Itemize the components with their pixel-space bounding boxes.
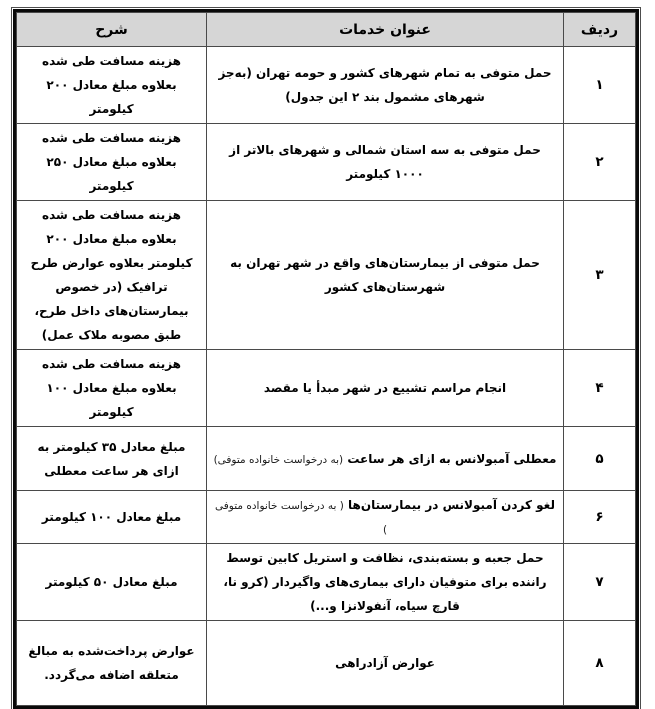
service-text: حمل متوفی از بیمارستان‌های واقع در شهر تهران به شهرستان‌های کشور xyxy=(230,256,540,294)
service-cell xyxy=(207,350,564,427)
table-row xyxy=(17,427,636,491)
header-service-title: عنوان خدمات xyxy=(207,13,564,47)
service-cell xyxy=(207,124,564,201)
row-number-cell: ۲ xyxy=(564,124,636,201)
row-number-cell: ۳ xyxy=(564,201,636,350)
table-row xyxy=(17,544,636,621)
service-text: لغو کردن آمبولانس در بیمارستان‌ها xyxy=(348,498,555,512)
row-number-cell: ۷ xyxy=(564,544,636,621)
description-cell: هزینه مسافت طی شده بعلاوه مبلغ معادل ۲۵۰ کیلومتر xyxy=(17,124,207,201)
table-row xyxy=(17,47,636,124)
service-note-text: ( به درخواست خانواده متوفی ) xyxy=(215,500,388,536)
description-cell: هزینه مسافت طی شده بعلاوه مبلغ معادل ۲۰۰ کیلومتر بعلاوه عوارض طرح ترافیک (در خصوص بیمارستان‌های داخل طرح، طبق مصوبه ملاک عمل) xyxy=(17,201,207,350)
table-row xyxy=(17,201,636,350)
service-cell xyxy=(207,544,564,621)
header-description: شرح xyxy=(17,13,207,47)
description-cell: مبلغ معادل ۵۰ کیلومتر xyxy=(17,544,207,621)
description-cell: مبلغ معادل ۱۰۰ کیلومتر xyxy=(17,491,207,544)
service-text: عوارض آزادراهی xyxy=(335,656,435,670)
service-text: حمل جعبه و بسته‌بندی، نظافت و استریل کابین توسط راننده برای متوفیان دارای بیماری‌های واگیردار (کرو نا، قارچ سیاه، آنفولانزا و...) xyxy=(223,551,547,613)
service-cell xyxy=(207,621,564,706)
service-cell xyxy=(207,491,564,544)
row-number-cell: ۶ xyxy=(564,491,636,544)
row-number-cell: ۵ xyxy=(564,427,636,491)
service-cell xyxy=(207,47,564,124)
description-cell: مبلغ معادل ۳۵ کیلومتر به ازای هر ساعت معطلی xyxy=(17,427,207,491)
services-fee-table xyxy=(16,12,636,706)
header-row-number: ردیف xyxy=(564,13,636,47)
description-cell: هزینه مسافت طی شده بعلاوه مبلغ معادل ۲۰۰ کیلومتر xyxy=(17,47,207,124)
service-text: حمل متوفی به سه استان شمالی و شهرهای بالاتر از ۱۰۰۰ کیلومتر xyxy=(229,143,541,181)
table-row xyxy=(17,350,636,427)
service-cell xyxy=(207,201,564,350)
service-text: انجام مراسم تشییع در شهر مبدأ یا مقصد xyxy=(263,381,507,395)
row-number-cell: ۴ xyxy=(564,350,636,427)
service-cell xyxy=(207,427,564,491)
services-fee-table-container xyxy=(13,9,639,709)
service-text: حمل متوفی به تمام شهرهای کشور و حومه تهران (به‌جز شهرهای مشمول بند ۲ این جدول) xyxy=(218,66,552,104)
description-cell: هزینه مسافت طی شده بعلاوه مبلغ معادل ۱۰۰ کیلومتر xyxy=(17,350,207,427)
service-text: معطلی آمبولانس به ازای هر ساعت xyxy=(347,451,557,466)
table-row xyxy=(17,491,636,544)
service-note-text: (به درخواست خانواده متوفی) xyxy=(213,453,344,466)
table-row xyxy=(17,621,636,706)
row-number-cell: ۱ xyxy=(564,47,636,124)
row-number-cell: ۸ xyxy=(564,621,636,706)
description-cell: عوارض پرداخت‌شده به مبالغ متعلقه اضافه می‌گردد. xyxy=(17,621,207,706)
header-row xyxy=(17,13,636,47)
table-row xyxy=(17,124,636,201)
